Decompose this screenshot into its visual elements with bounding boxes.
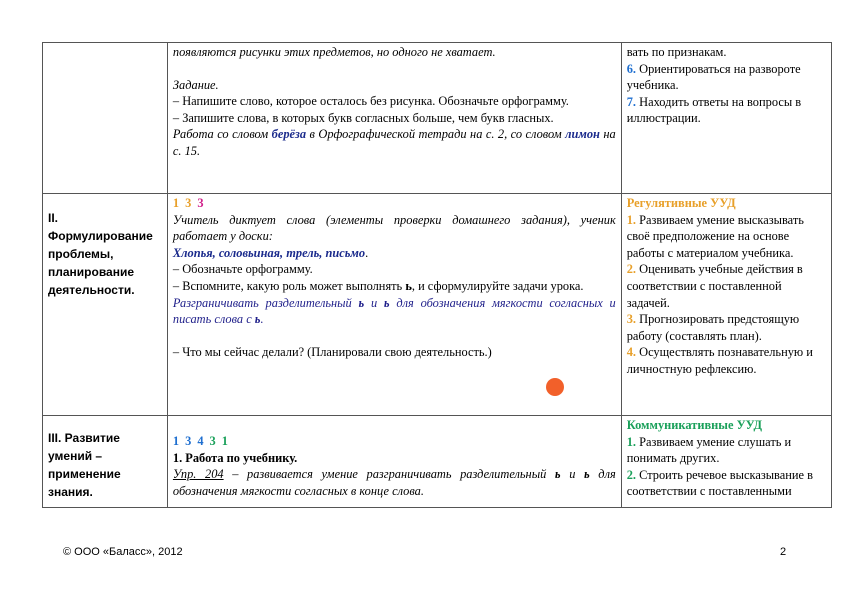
uud-item: 1. Развиваем умение слушать и понимать других. [626, 434, 792, 466]
exercise-text: Упр. 204 – развивается умение разграничивать разделительный ь и ь для обозначения мягкости согласных в конце слова. [172, 467, 616, 498]
task-item: – Обозначьте орфограмму. [172, 262, 313, 277]
task-item: – Вспомните, какую роль может выполнять ь, и сформулируйте задачи урока. [172, 278, 584, 293]
dictation-words: Хлопья, соловьиная, трель, письмо. [172, 245, 369, 260]
task-item: – Что мы сейчас делали? (Планировали свою деятельность.) [172, 344, 492, 359]
activity-text: Учитель диктует слова (элементы проверки домашнего задания), ученик работает у доски: [172, 212, 616, 244]
vocab-word: берёза [271, 127, 307, 142]
uud-title: Коммуникативные УУД [626, 418, 763, 432]
resource-numbers: 1 3 3 [172, 196, 204, 210]
uud-item: 1. Развиваем умение высказывать своё предположение на основе работы с материалом учебника. [626, 212, 804, 260]
task-item: – Запишите слова, в которых букв согласных больше, чем букв гласных. [172, 110, 554, 125]
uud-item: 7. Находить ответы на вопросы в иллюстрации. [626, 94, 802, 126]
vocab-word: лимон [565, 127, 600, 142]
uud-cell [621, 416, 831, 508]
uud-text: вать по признакам. [626, 45, 727, 59]
uud-item: 3. Прогнозировать предстоящую работу (составлять план). [626, 312, 800, 343]
uud-item: 2. Оценивать учебные действия в соответствии с поставленной задачей. [626, 262, 803, 310]
table-row [43, 416, 832, 508]
task-label: Задание. [172, 77, 219, 92]
orange-dot-marker [546, 378, 564, 396]
activity-cell [167, 43, 621, 194]
uud-item: 4. Осуществлять познавательную и личностную рефлексию. [626, 345, 813, 376]
uud-cell [621, 194, 831, 416]
work-title: 1. Работа по учебнику. [172, 450, 298, 465]
uud-title: Регулятивные УУД [626, 196, 736, 210]
footer-copyright: © ООО «Баласс», 2012 [63, 546, 183, 558]
stage-title: III. Развитие умений – применение знания. [48, 431, 121, 499]
resource-numbers: 1 3 4 3 1 [172, 434, 228, 448]
exercise-link: Упр. 204 [172, 467, 224, 482]
table-row [43, 194, 832, 416]
stage-cell [43, 194, 168, 416]
lesson-goal: Разграничивать разделительный ь и ь для обозначения мягкости согласных и писать слова с ь. [172, 295, 616, 327]
stage-cell [43, 416, 168, 508]
table-row [43, 43, 832, 194]
activity-text: появляются рисунки этих предметов, но одного не хватает. [172, 45, 496, 59]
workbook-task: Работа со словом берёза в Орфографической тетради на с. 2, со словом лимон на с. 15. [172, 127, 616, 158]
task-item: – Напишите слово, которое осталось без рисунка. Обозначьте орфограмму. [172, 94, 569, 109]
stage-cell [43, 43, 168, 194]
uud-item: 2. Строить речевое высказывание в соответствии с поставленными [626, 467, 813, 499]
stage-title: II. Формулирование проблемы, планирование деятельности. [48, 211, 153, 297]
uud-item: 6. Ориентироваться на развороте учебника. [626, 61, 801, 93]
page-number: 2 [780, 546, 787, 558]
uud-cell [621, 43, 831, 194]
activity-cell [167, 416, 621, 508]
lesson-plan-table [42, 42, 832, 508]
